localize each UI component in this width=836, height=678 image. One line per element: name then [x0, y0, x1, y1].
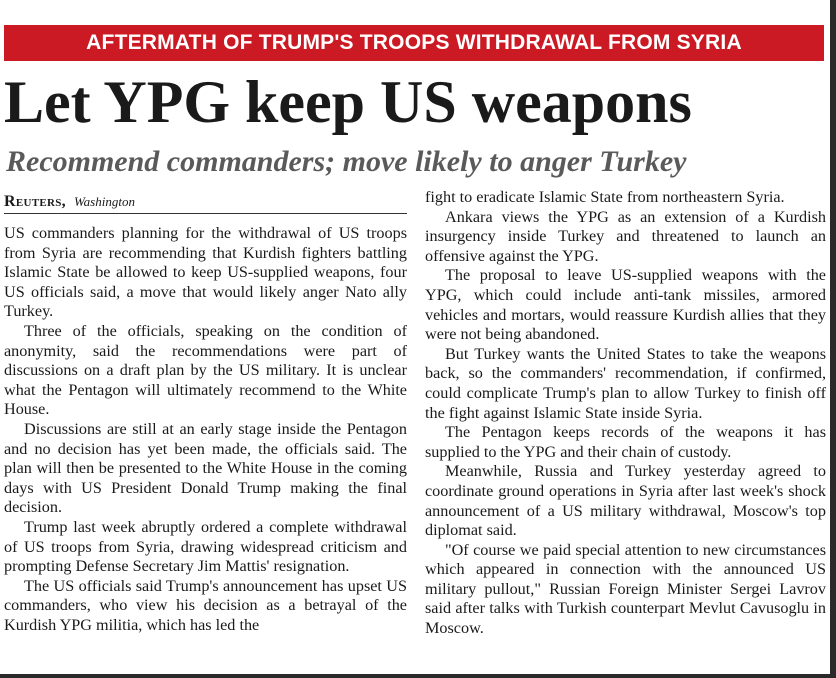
paragraph: fight to eradicate Islamic State from northeastern Syria.: [425, 188, 785, 206]
paragraph: Discussions are still at an early stage inside the Pentagon and no decision has yet been made, the officials said. The plan will then be presented to the White House in the coming days with US President Donald Trump making the final decision.: [4, 419, 407, 517]
byline: [4, 190, 407, 214]
article-subheadline: Recommend commanders; move likely to anger Turkey: [6, 145, 687, 178]
byline-agency: Reuters,: [4, 193, 66, 210]
paragraph: Three of the officials, speaking on the condition of anonymity, said the recommendations were part of discussions on a draft plan by the US military. It is unclear what the Pentagon will ultimately recommend to the White House.: [4, 321, 407, 419]
section-kicker-banner: AFTERMATH OF TRUMP'S TROOPS WITHDRAWAL FROM SYRIA: [4, 25, 824, 61]
page-edge-right: [830, 0, 836, 678]
paragraph: The US officials said Trump's announcement has upset US commanders, who view his decision as a betrayal of the Kurdish YPG militia, which has led the: [4, 576, 407, 634]
page-edge-bottom: [0, 674, 836, 678]
paragraph: The Pentagon keeps records of the weapons it has supplied to the YPG and their chain of custody.: [425, 423, 826, 461]
paragraph: US commanders planning for the withdrawal of US troops from Syria are recommending that Kurdish fighters battling Islamic State be allowed to keep US-supplied weapons, four US officials said, a move that would likely anger Nato ally Turkey.: [4, 224, 407, 321]
paragraph: Trump last week abruptly ordered a complete withdrawal of US troops from Syria, drawing widespread criticism and prompting Defense Secretary Jim Mattis' resignation.: [4, 517, 407, 576]
paragraph: Meanwhile, Russia and Turkey yesterday agreed to coordinate ground operations in Syria after last week's shock announcement of a US military withdrawal, Moscow's top diplomat said.: [425, 462, 826, 540]
article-column-left: [4, 190, 407, 635]
paragraph: But Turkey wants the United States to take the weapons back, so the commanders' recommendation, if confirmed, could complicate Trump's plan to allow Turkey to finish off the fight against Islamic State inside Syria.: [425, 344, 826, 422]
byline-city: Washington: [74, 194, 135, 209]
paragraph: "Of course we paid special attention to new circumstances which appeared in connection with the announced US military pullout," Russian Foreign Minister Sergei Lavrov said after talks with Turkish counterpart Mevlut Cavusoglu in Moscow.: [425, 540, 826, 638]
paragraph: The proposal to leave US-supplied weapons with the YPG, which could include anti-tank missiles, armored vehicles and mortars, would reassure Kurdish allies that they were not being abandoned.: [425, 266, 826, 344]
article-headline: Let YPG keep US weapons: [4, 69, 692, 135]
article-column-right: [425, 188, 826, 639]
paragraph: Ankara views the YPG as an extension of a Kurdish insurgency inside Turkey and threatened to launch an offensive against the YPG.: [425, 207, 826, 265]
